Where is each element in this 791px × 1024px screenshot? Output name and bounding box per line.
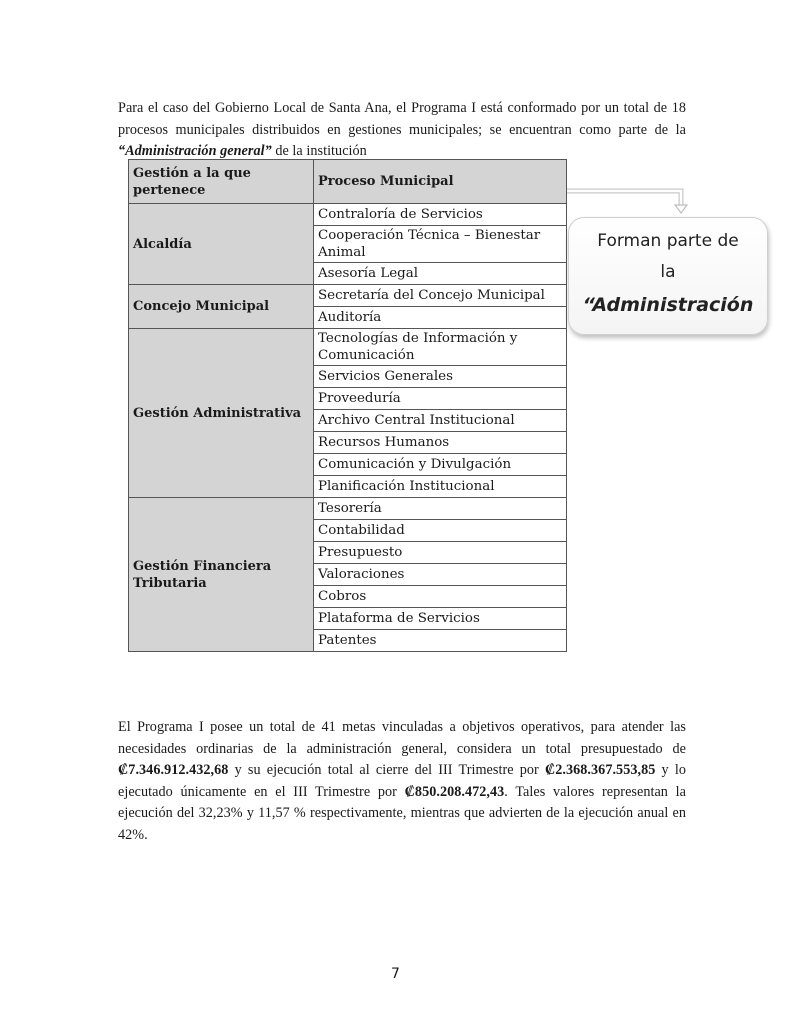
proceso-cell: Tecnologías de Información y Comunicación bbox=[314, 329, 567, 366]
intro-text-end: de la institución bbox=[271, 143, 367, 160]
proceso-cell: Planificación Institucional bbox=[314, 476, 567, 498]
proceso-cell: Asesoría Legal bbox=[314, 263, 567, 285]
summary-paragraph bbox=[118, 717, 686, 846]
executed-total-amount: ₡2.368.367.553,85 bbox=[544, 762, 656, 779]
callout-line-2: la bbox=[660, 262, 676, 282]
proceso-cell: Archivo Central Institucional bbox=[314, 410, 567, 432]
proceso-cell: Tesorería bbox=[314, 498, 567, 520]
proceso-cell: Cooperación Técnica – Bienestar Animal bbox=[314, 226, 567, 263]
table-body bbox=[129, 204, 567, 652]
proceso-cell: Cobros bbox=[314, 586, 567, 608]
page-number: 7 bbox=[391, 966, 400, 982]
proceso-cell: Servicios Generales bbox=[314, 366, 567, 388]
budget-amount: ₡7.346.912.432,68 bbox=[118, 762, 229, 779]
intro-text: Para el caso del Gobierno Local de Santa Ana, el Programa I está conformado por un total de 18 procesos municipales distribuidos en gestiones municipales; se encuentran como parte de la bbox=[118, 100, 686, 138]
gestion-cell: Gestión Financiera Tributaria bbox=[129, 498, 314, 652]
summary-text-4: . Tales valores representan la ejecución del 32,23% y 11,57 % respectivamente, mientras que advierten de la ejecución anual en 42%. bbox=[118, 783, 686, 843]
callout-box bbox=[568, 217, 768, 335]
gestion-cell: Gestión Administrativa bbox=[129, 329, 314, 498]
summary-text-1: El Programa I posee un total de 41 metas vinculadas a objetivos operativos, para atender las necesidades ordinarias de la administración general, considera un total presupuestado de bbox=[118, 719, 686, 757]
proceso-cell: Plataforma de Servicios bbox=[314, 608, 567, 630]
proceso-cell: Comunicación y Divulgación bbox=[314, 454, 567, 476]
table-row bbox=[129, 204, 567, 226]
table-header-row bbox=[129, 160, 567, 204]
arrow-connector bbox=[567, 188, 693, 218]
arrow-head-icon bbox=[675, 205, 687, 213]
proceso-cell: Proveeduría bbox=[314, 388, 567, 410]
callout-line-1: Forman parte de bbox=[597, 231, 739, 251]
summary-text-3: y lo ejecutado únicamente en el III Trimestre por bbox=[118, 762, 686, 800]
proceso-cell: Recursos Humanos bbox=[314, 432, 567, 454]
executed-q3-amount: ₡850.208.472,43 bbox=[404, 783, 505, 800]
callout-line-3: “Administración bbox=[582, 294, 754, 316]
proceso-cell: Secretaría del Concejo Municipal bbox=[314, 285, 567, 307]
header-proceso: Proceso Municipal bbox=[314, 160, 567, 204]
header-gestion: Gestión a la que pertenece bbox=[129, 160, 314, 204]
table-row bbox=[129, 329, 567, 366]
proceso-cell: Valoraciones bbox=[314, 564, 567, 586]
gestion-cell: Concejo Municipal bbox=[129, 285, 314, 329]
proceso-cell: Contabilidad bbox=[314, 520, 567, 542]
intro-paragraph bbox=[118, 98, 686, 163]
proceso-cell: Patentes bbox=[314, 630, 567, 652]
processes-table bbox=[128, 159, 567, 652]
proceso-cell: Auditoría bbox=[314, 307, 567, 329]
proceso-cell: Contraloría de Servicios bbox=[314, 204, 567, 226]
intro-emphasis: “Administración general” bbox=[118, 143, 272, 160]
summary-text-2: y su ejecución total al cierre del III Trimestre por bbox=[228, 762, 545, 779]
table-row bbox=[129, 285, 567, 307]
gestion-cell: Alcaldía bbox=[129, 204, 314, 285]
proceso-cell: Presupuesto bbox=[314, 542, 567, 564]
table-row bbox=[129, 498, 567, 520]
